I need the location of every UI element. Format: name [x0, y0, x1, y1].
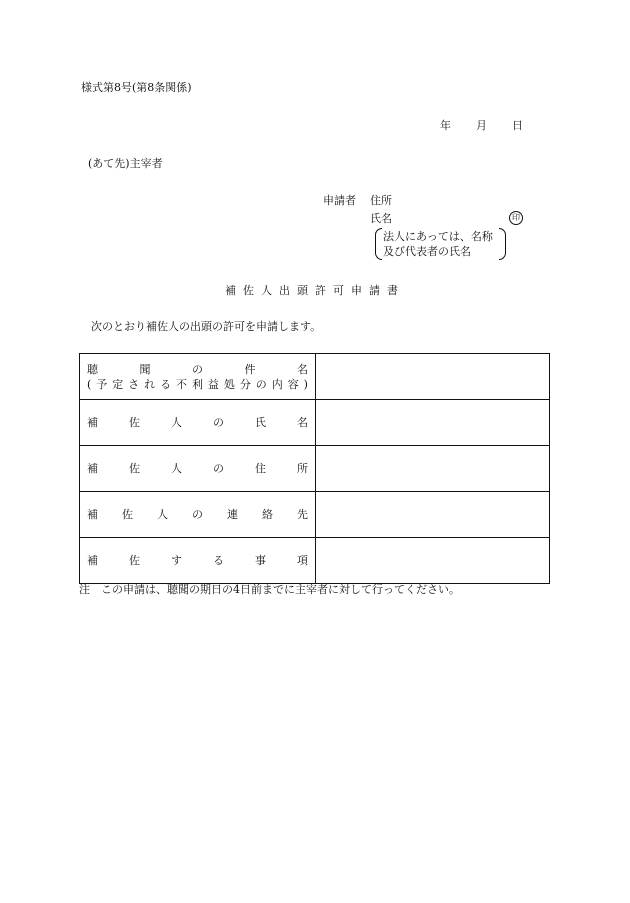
intro-text: 次のとおり補佐人の出頭の許可を申請します。 — [91, 320, 322, 333]
table-row — [80, 537, 549, 583]
row-label-cell — [80, 446, 316, 491]
date-line — [440, 119, 523, 133]
table-row — [80, 399, 549, 445]
row-label-cell — [80, 400, 316, 445]
corp-note-open-paren — [375, 228, 382, 260]
corp-note — [375, 228, 506, 260]
row-label: 聴 聞 の 件 名 — [87, 362, 308, 376]
row-value-cell[interactable] — [316, 400, 549, 445]
applicant-address-label: 住所 — [370, 194, 392, 207]
corp-note-line1: 法人にあっては、名称 — [383, 230, 493, 243]
date-month-label: 月 — [476, 119, 487, 132]
seal-mark: 印 — [509, 211, 523, 225]
row-label-cell — [80, 354, 316, 399]
form-number: 様式第8号(第8条関係) — [81, 81, 192, 94]
application-table — [79, 353, 550, 584]
addressee: (あて先)主宰者 — [88, 157, 163, 170]
row-value-cell[interactable] — [316, 538, 549, 583]
table-row — [80, 445, 549, 491]
row-label-cell — [80, 538, 316, 583]
row-value-cell[interactable] — [316, 446, 549, 491]
applicant-role: 申請者 — [323, 194, 356, 207]
document-title: 補佐人出頭許可申請書 — [225, 284, 405, 297]
row-sublabel: ( 予 定 さ れ る 不 利 益 処 分 の 内 容 ) — [87, 377, 308, 391]
row-value-cell[interactable] — [316, 354, 549, 399]
corp-note-close-paren — [499, 228, 506, 260]
applicant-name-label: 氏名 — [370, 212, 392, 225]
row-value-cell[interactable] — [316, 492, 549, 537]
row-label-cell — [80, 492, 316, 537]
table-row — [80, 491, 549, 537]
corp-note-line2: 及び代表者の氏名 — [383, 245, 471, 258]
row-label: 補 佐 人 の 住 所 — [87, 462, 308, 475]
footnote: 注 この申請は、聴聞の期日の4日前までに主宰者に対して行ってください。 — [79, 583, 460, 596]
row-label: 補 佐 人 の 連 絡 先 — [87, 508, 308, 521]
row-label: 補 佐 す る 事 項 — [87, 554, 308, 567]
date-year-label: 年 — [440, 119, 451, 132]
row-label: 補 佐 人 の 氏 名 — [87, 416, 308, 429]
table-row — [80, 354, 549, 399]
date-day-label: 日 — [512, 119, 523, 132]
